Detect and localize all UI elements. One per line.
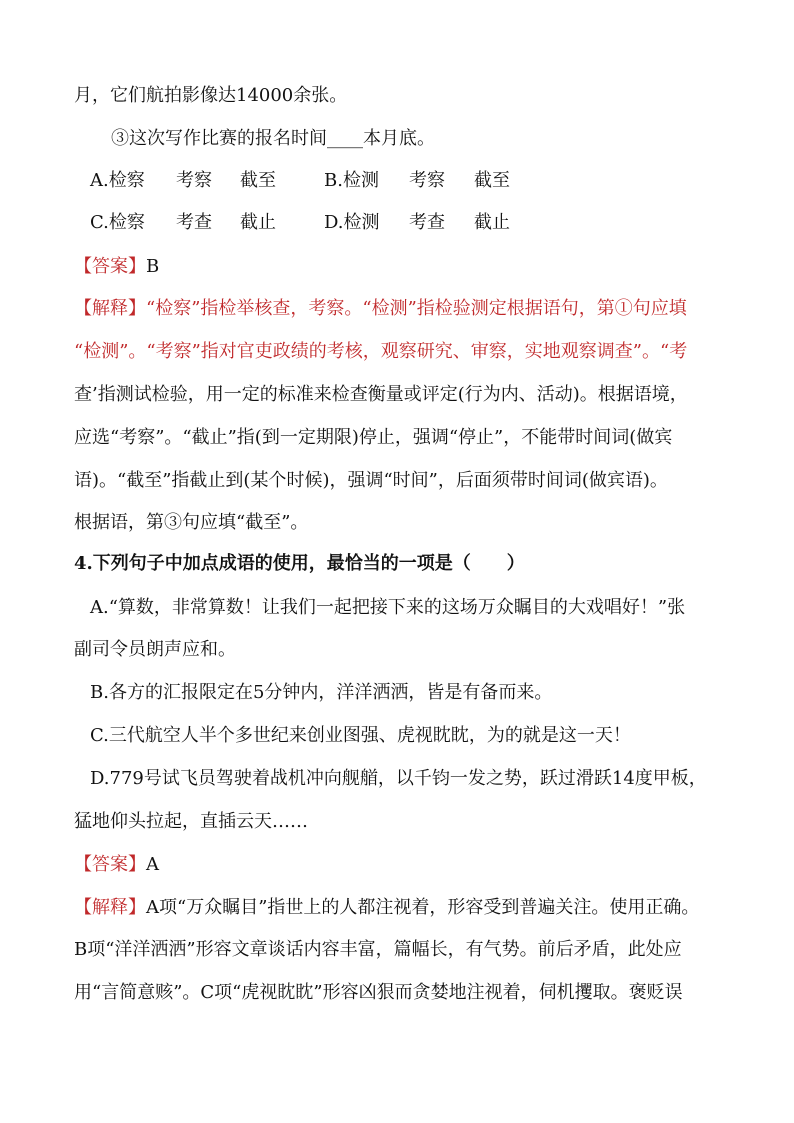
q4-explain-line-3: 用“言简意赅”。C项“虎视眈眈”形容凶狠而贪婪地注视着，伺机攫取。褒贬误: [74, 982, 683, 1003]
q3-option-a-word3: 截至: [240, 170, 276, 191]
q4-option-b: B.各方的汇报限定在5分钟内，洋洋洒洒，皆是有备而来。: [90, 682, 553, 703]
q4-option-a-cont: 副司令员朗声应和。: [74, 639, 236, 660]
q3-explain-line-4: 应选“考察”。“截止”指(到一定期限)停止，强调“停止”，不能带时间词(做宾: [74, 427, 673, 448]
q3-option-c-word2: 考查: [176, 212, 212, 233]
q3-answer-value: B: [146, 256, 160, 277]
q4-explain-tag: 【解释】: [74, 897, 146, 918]
q3-explain-line-6: 根据语，第③句应填“截至”。: [74, 512, 309, 533]
q3-explain-line-3: 查’指测试检验，用一定的标准来检查衡量或评定(行为内、活动)。根据语境，: [74, 384, 688, 405]
q3-option-a-word2: 考察: [176, 170, 212, 191]
q3-explain-line-5: 语)。“截至”指截止到(某个时候)，强调“时间”，后面须带时间词(做宾语)。: [74, 470, 668, 491]
q4-explain-text: A项“万众瞩目”指世上的人都注视着，形容受到普遍关注。使用正确。: [146, 897, 700, 918]
q3-explain-text: “检察”指检举核查，考察。“检测”指检验测定根据语句，第①句应填: [146, 298, 687, 319]
q4-option-d-cont: 猛地仰头拉起，直插云天……: [74, 811, 308, 832]
q3-option-b-word3: 截至: [474, 170, 510, 191]
q3-option-b-label: B.检测: [324, 170, 379, 191]
q3-option-d-label: D.检测: [324, 212, 380, 233]
q3-option-a-label: A.检察: [90, 170, 145, 191]
q4-answer-value: A: [146, 854, 159, 875]
q3-option-c-word3: 截止: [240, 212, 276, 233]
q3-option-c-label: C.检察: [90, 212, 145, 233]
q3-explain-line-1: [74, 297, 687, 321]
q3-explain-tag: 【解释】: [74, 298, 146, 319]
q3-explain-line-2: “检测”。“考察”指对官吏政绩的考核，观察研究、审察，实地观察调查”。“考: [74, 341, 688, 362]
q3-answer: [74, 255, 159, 279]
q4-answer-tag: 【答案】: [74, 854, 146, 875]
q4-explain-line-2: B项“洋洋洒洒”形容文章谈话内容丰富，篇幅长，有气势。前后矛盾，此处应: [74, 939, 682, 960]
q4-option-c: C.三代航空人半个多世纪来创业图强、虎视眈眈，为的就是这一天！: [90, 725, 631, 746]
q4-option-a: A.“算数，非常算数！让我们一起把接下来的这场万众瞩目的大戏唱好！”张: [90, 597, 686, 618]
q3-stem-continuation: 月，它们航拍影像达14000余张。: [74, 85, 348, 106]
q3-sentence-3: ③这次写作比赛的报名时间____本月底。: [111, 128, 435, 149]
q4-answer: [74, 853, 159, 877]
q4-option-d: D.779号试飞员驾驶着战机冲向舰艏，以千钧一发之势，跃过滑跃14度甲板，: [90, 768, 707, 789]
q3-option-b-word2: 考察: [409, 170, 445, 191]
q3-answer-tag: 【答案】: [74, 256, 146, 277]
q4-explain-line-1: [74, 896, 699, 920]
q3-option-d-word3: 截止: [474, 212, 510, 233]
q3-option-d-word2: 考查: [409, 212, 445, 233]
q4-title: 4.下列句子中加点成语的使用，最恰当的一项是（ ）: [74, 553, 525, 574]
